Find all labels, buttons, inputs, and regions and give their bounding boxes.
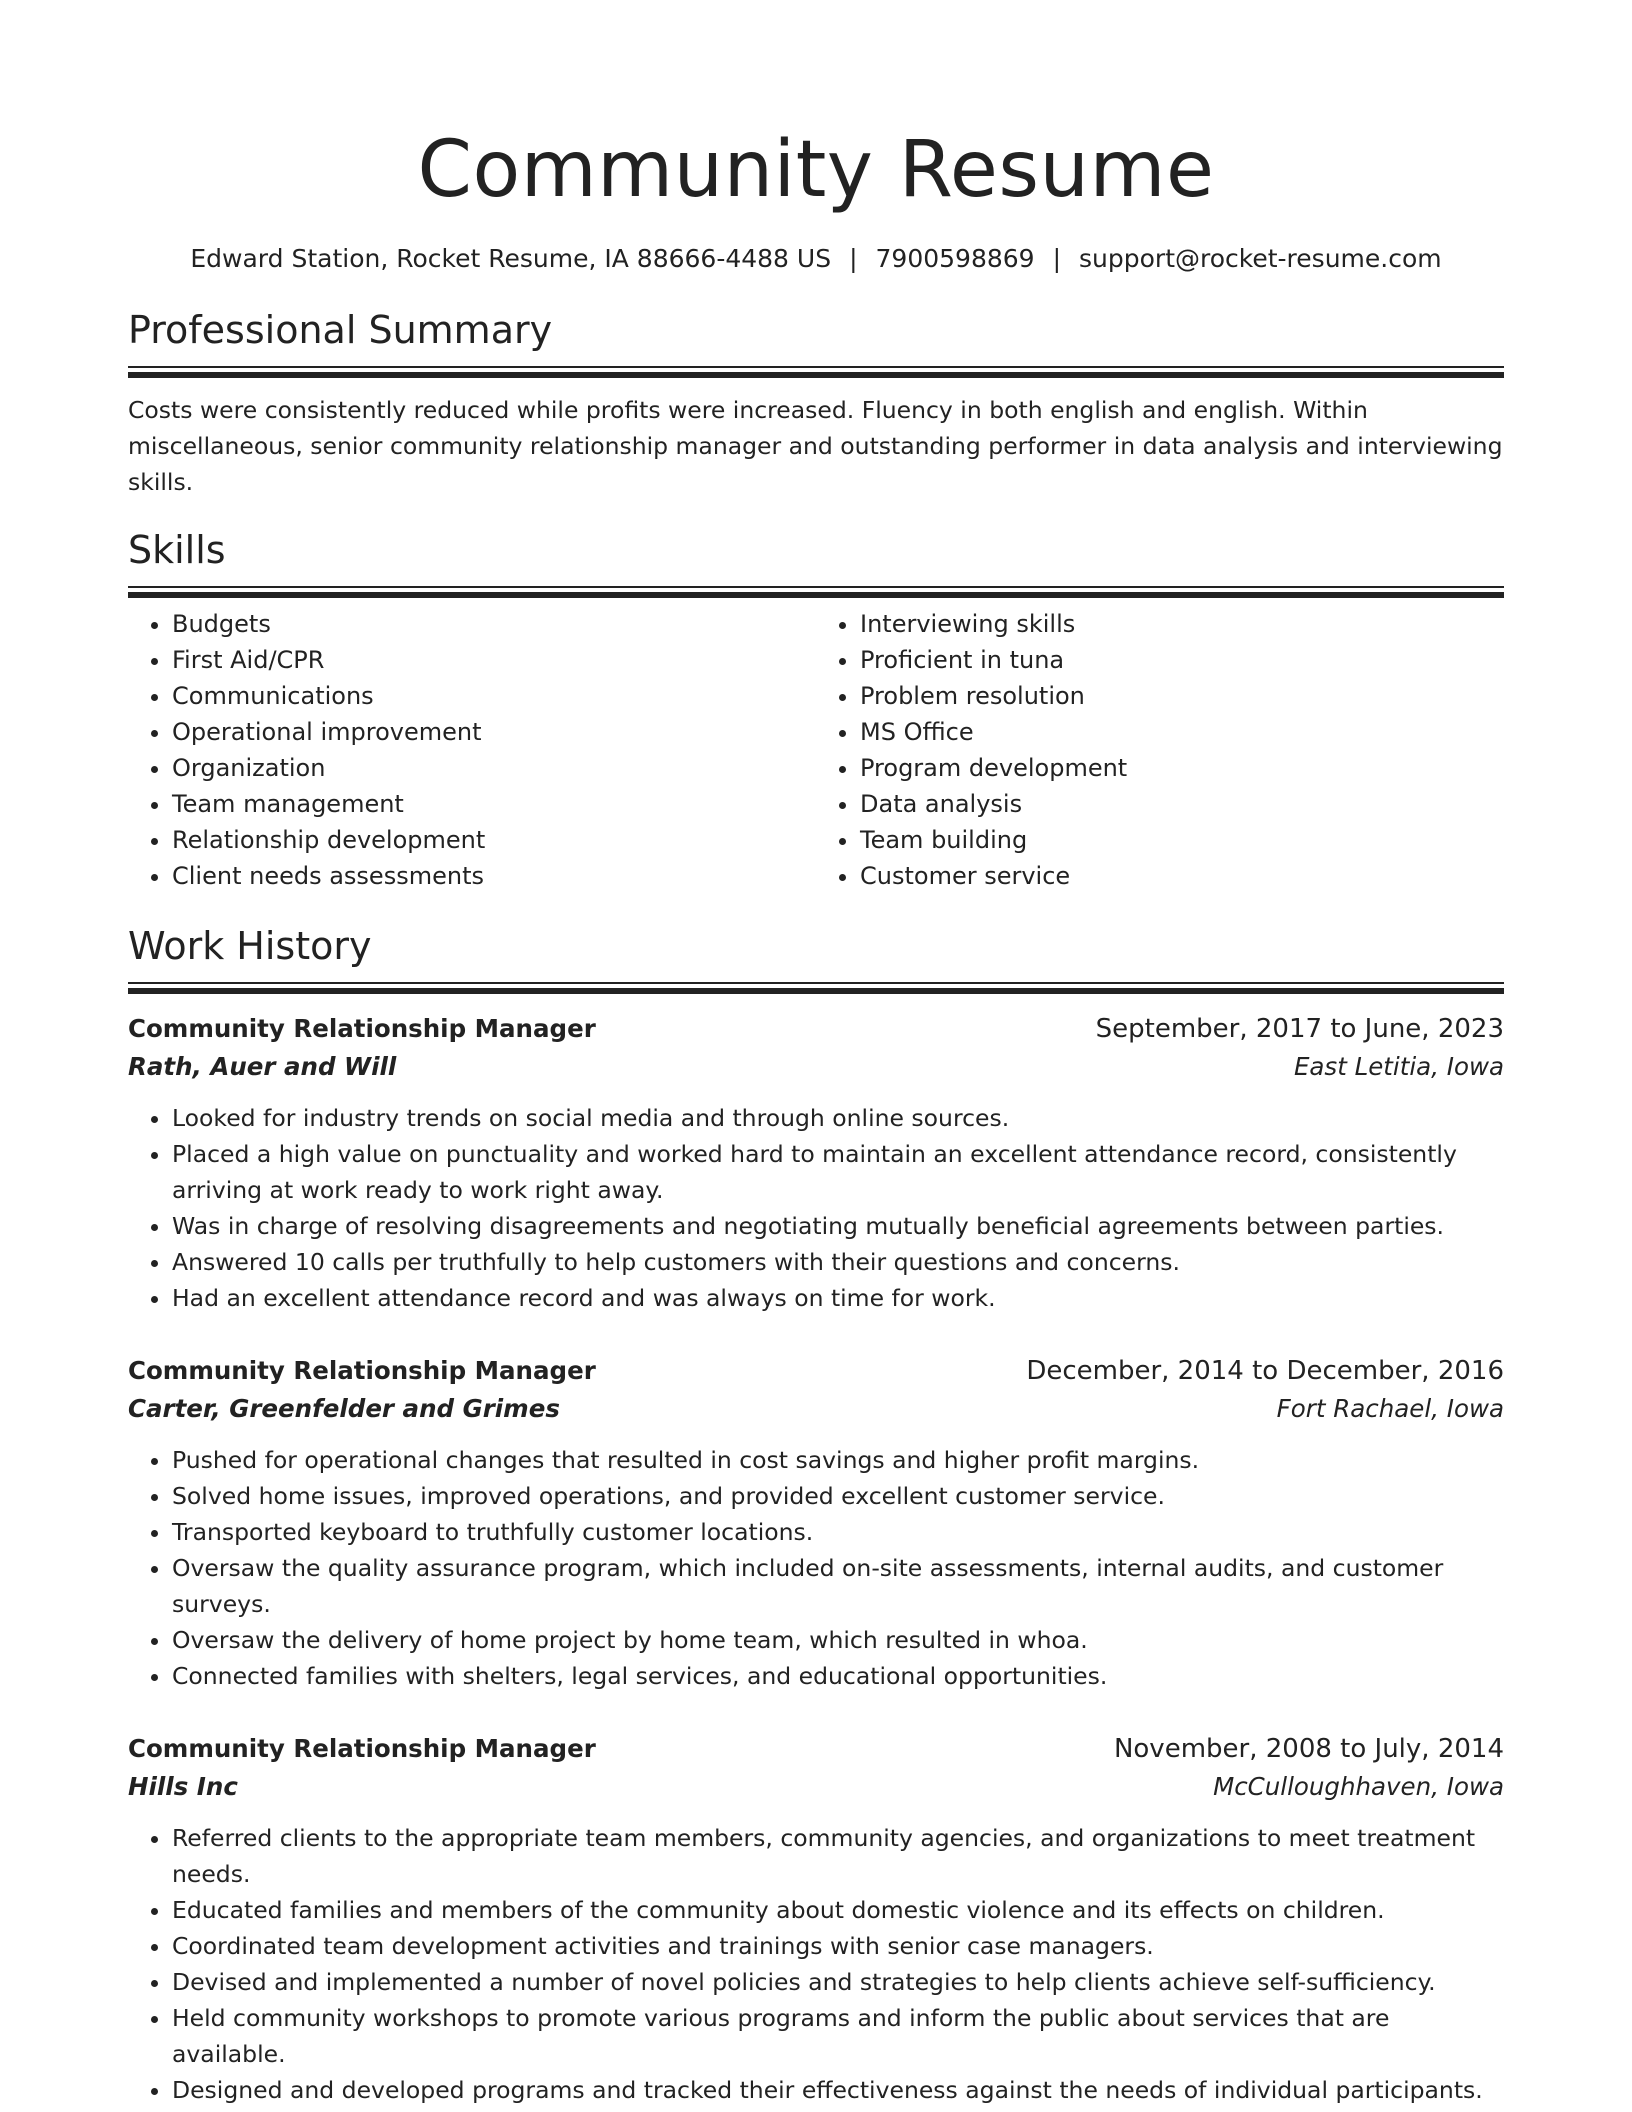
section-divider: [128, 586, 1504, 594]
contact-phone: 7900598869: [875, 244, 1035, 273]
skill-item: • Program development: [860, 750, 1504, 786]
skill-item: • First Aid/CPR: [172, 642, 816, 678]
job-bullet: • Transported keyboard to truthfully customer locations.: [172, 1514, 1504, 1550]
contact-email: support@rocket-resume.com: [1079, 244, 1442, 273]
job-bullet: • Oversaw the quality assurance program, which included on-site assessments, internal audits, and customer surveys.: [172, 1550, 1504, 1622]
job-bullet: • Devised and implemented a number of novel policies and strategies to help clients achieve self-sufficiency.: [172, 1964, 1504, 2000]
skills-section: [128, 526, 1504, 894]
job-bullets: [128, 1820, 1504, 2108]
job-bullet: • Pushed for operational changes that resulted in cost savings and higher profit margins.: [172, 1442, 1504, 1478]
job-bullets: [128, 1100, 1504, 1316]
contact-line: [128, 242, 1504, 276]
job-dates: November, 2008 to July, 2014: [1113, 1734, 1504, 1764]
job-location: East Letitia, Iowa: [1293, 1052, 1504, 1081]
job-location: McCulloughhaven, Iowa: [1213, 1772, 1504, 1801]
skill-item: • Proficient in tuna: [860, 642, 1504, 678]
skill-item: • Data analysis: [860, 786, 1504, 822]
job-title: Community Relationship Manager: [128, 1014, 596, 1043]
skill-item: • Team management: [172, 786, 816, 822]
skill-item: • Interviewing skills: [860, 606, 1504, 642]
section-title: Skills: [128, 528, 226, 572]
job-company-row: [128, 1390, 1504, 1428]
job-company-row: [128, 1768, 1504, 1806]
job-location: Fort Rachael, Iowa: [1276, 1394, 1504, 1423]
work-history-section: [128, 922, 1504, 2108]
skill-item: • Team building: [860, 822, 1504, 858]
contact-separator: |: [1052, 244, 1062, 273]
skill-item: • Relationship development: [172, 822, 816, 858]
job-bullet: • Referred clients to the appropriate team members, community agencies, and organizations to meet treatment needs.: [172, 1820, 1504, 1892]
job-list: [128, 1010, 1504, 2108]
professional-summary-section: [128, 306, 1504, 500]
job-company: Hills Inc: [128, 1772, 238, 1801]
job-company-row: [128, 1048, 1504, 1086]
job-bullets: [128, 1442, 1504, 1694]
job-bullet: • Was in charge of resolving disagreements and negotiating mutually beneficial agreements between parties.: [172, 1208, 1504, 1244]
section-divider: [128, 366, 1504, 374]
job-entry: [128, 1010, 1504, 1316]
job-title: Community Relationship Manager: [128, 1734, 596, 1763]
job-bullet: • Had an excellent attendance record and was always on time for work.: [172, 1280, 1504, 1316]
job-bullet: • Looked for industry trends on social media and through online sources.: [172, 1100, 1504, 1136]
job-company: Carter, Greenfelder and Grimes: [128, 1394, 560, 1423]
job-entry: [128, 1730, 1504, 2108]
skill-item: • Communications: [172, 678, 816, 714]
skill-item: • Customer service: [860, 858, 1504, 894]
skill-item: • MS Office: [860, 714, 1504, 750]
summary-text: Costs were consistently reduced while profits were increased. Fluency in both english and english. Within miscellaneous, senior community relationship manager and outstanding performer in data analysis and interviewing skills.: [128, 396, 1503, 496]
job-bullet: • Educated families and members of the community about domestic violence and its effects on children.: [172, 1892, 1504, 1928]
job-bullet: • Connected families with shelters, legal services, and educational opportunities.: [172, 1658, 1504, 1694]
skill-item: • Organization: [172, 750, 816, 786]
job-bullet: • Oversaw the delivery of home project by home team, which resulted in whoa.: [172, 1622, 1504, 1658]
skill-item: • Problem resolution: [860, 678, 1504, 714]
skill-item: • Operational improvement: [172, 714, 816, 750]
job-header-row: [128, 1352, 1504, 1390]
job-bullet: • Answered 10 calls per truthfully to help customers with their questions and concerns.: [172, 1244, 1504, 1280]
job-header-row: [128, 1010, 1504, 1048]
contact-separator: |: [849, 244, 858, 273]
section-title: Professional Summary: [128, 308, 553, 352]
skill-item: • Budgets: [172, 606, 816, 642]
section-divider: [128, 982, 1504, 990]
contact-address: Edward Station, Rocket Resume, IA 88666-4488 US: [190, 244, 832, 273]
job-company: Rath, Auer and Will: [128, 1052, 397, 1081]
job-bullet: • Held community workshops to promote various programs and inform the public about services that are available.: [172, 2000, 1504, 2072]
job-title: Community Relationship Manager: [128, 1356, 596, 1385]
resume-name: Community Resume: [417, 125, 1215, 215]
skills-list-right: [816, 606, 1504, 894]
job-dates: September, 2017 to June, 2023: [1095, 1014, 1504, 1044]
skill-item: • Client needs assessments: [172, 858, 816, 894]
job-bullet: • Designed and developed programs and tracked their effectiveness against the needs of individual participants.: [172, 2072, 1504, 2108]
job-bullet: • Coordinated team development activities and trainings with senior case managers.: [172, 1928, 1504, 1964]
job-header-row: [128, 1730, 1504, 1768]
job-bullet: • Placed a high value on punctuality and worked hard to maintain an excellent attendance record, consistently arriving at work ready to work right away.: [172, 1136, 1504, 1208]
job-dates: December, 2014 to December, 2016: [1026, 1356, 1504, 1386]
job-bullet: • Solved home issues, improved operations, and provided excellent customer service.: [172, 1478, 1504, 1514]
skills-columns: [128, 606, 1504, 894]
skills-list-left: [128, 606, 816, 894]
job-entry: [128, 1352, 1504, 1694]
section-title: Work History: [128, 924, 372, 968]
